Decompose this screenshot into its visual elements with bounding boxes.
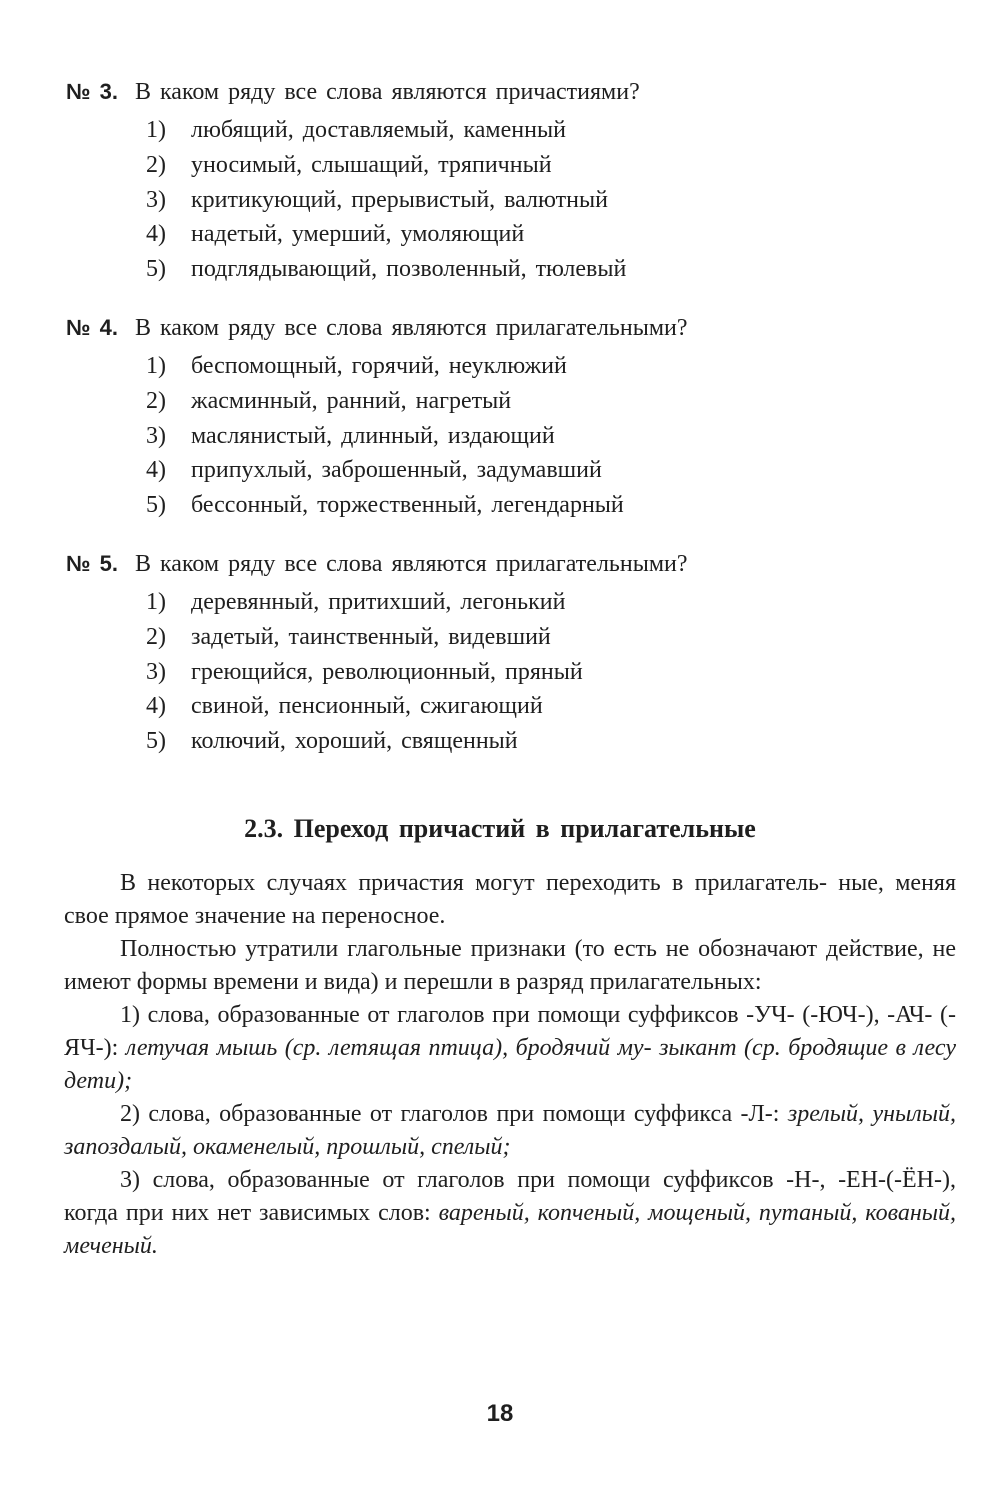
option-text: задетый, таинственный, видевший bbox=[191, 623, 551, 650]
option-text: свиной, пенсионный, сжигающий bbox=[191, 693, 543, 720]
option-number: 5) bbox=[146, 492, 166, 519]
option-text: надетый, умерший, умоляющий bbox=[191, 221, 525, 248]
paragraph bbox=[64, 1164, 956, 1263]
option-number: 2) bbox=[146, 623, 166, 650]
answer-option bbox=[146, 689, 946, 724]
answer-option bbox=[146, 113, 946, 148]
answer-option bbox=[146, 453, 946, 488]
paragraph bbox=[64, 999, 956, 1098]
option-text: критикующий, прерывистый, валютный bbox=[191, 186, 608, 213]
option-number: 3) bbox=[146, 422, 166, 449]
option-number: 1) bbox=[146, 353, 166, 379]
option-number: 3) bbox=[146, 186, 166, 213]
question-text: В каком ряду все слова являются причастиями? bbox=[134, 79, 640, 105]
question-heading bbox=[66, 311, 946, 345]
paragraph: В некоторых случаях причастия могут переходить в прилагатель- ные, меняя свое прямое значение на переносное. bbox=[64, 870, 956, 929]
answer-options bbox=[66, 585, 946, 759]
paragraph bbox=[64, 1098, 956, 1164]
option-number: 3) bbox=[146, 658, 166, 685]
page-number: 18 bbox=[486, 1400, 514, 1427]
question-number: № 3. bbox=[66, 79, 118, 104]
question-heading bbox=[66, 547, 946, 581]
answer-option bbox=[146, 148, 946, 183]
paragraph: Полностью утратили глагольные признаки (то есть не обозначают действие, не имеют формы времени и вида) и перешли в разряд прилагательных: bbox=[64, 936, 956, 995]
option-number: 4) bbox=[146, 221, 166, 248]
option-text: колючий, хороший, священный bbox=[191, 728, 518, 755]
question-4 bbox=[66, 311, 946, 523]
question-5 bbox=[66, 547, 946, 759]
paragraph-text: 2) слова, образованные от глаголов при помощи суффикса -Л-: bbox=[120, 1101, 788, 1127]
option-number: 1) bbox=[146, 589, 166, 615]
answer-option bbox=[146, 655, 946, 690]
answer-option bbox=[146, 620, 946, 655]
paragraph-text: 1) слова, образованные от глаголов при помощи суффиксов -УЧ- (-ЮЧ-), -АЧ- (-ЯЧ-): bbox=[64, 1002, 956, 1061]
option-number: 4) bbox=[146, 457, 166, 484]
option-text: бессонный, торжественный, легендарный bbox=[191, 492, 624, 519]
examples-italic: вареный, копченый, мощеный, путаный, кованый, меченый. bbox=[64, 1200, 957, 1259]
question-number: № 5. bbox=[66, 551, 118, 576]
option-text: подглядывающий, позволенный, тюлевый bbox=[191, 256, 627, 283]
answer-option bbox=[146, 724, 946, 759]
examples-italic: летучая мышь (ср. летящая птица), бродячий му- зыкант (ср. бродящие в лесу дети); bbox=[64, 1035, 956, 1094]
option-text: деревянный, притихший, легонький bbox=[191, 589, 566, 615]
paragraph-text: 3) слова, образованные от глаголов при помощи суффиксов -Н-, -ЕН-(-ЁН-), когда при них нет зависимых слов: bbox=[64, 1167, 956, 1226]
answer-option bbox=[146, 419, 946, 454]
answer-option bbox=[146, 384, 946, 419]
option-number: 5) bbox=[146, 728, 166, 755]
answer-option bbox=[146, 585, 946, 620]
answer-options bbox=[66, 113, 946, 287]
option-text: уносимый, слышащий, тряпичный bbox=[191, 151, 552, 178]
answer-option bbox=[146, 488, 946, 523]
option-text: любящий, доставляемый, каменный bbox=[191, 117, 566, 143]
question-3 bbox=[66, 75, 946, 287]
option-text: маслянистый, длинный, издающий bbox=[191, 422, 555, 449]
section-body bbox=[64, 867, 956, 1263]
section-title: 2.3. Переход причастий в прилагательные bbox=[244, 814, 756, 843]
option-number: 1) bbox=[146, 117, 166, 143]
option-number: 5) bbox=[146, 256, 166, 283]
question-text: В каком ряду все слова являются прилагательными? bbox=[134, 315, 688, 341]
option-text: беспомощный, горячий, неуклюжий bbox=[191, 353, 567, 379]
question-number: № 4. bbox=[66, 315, 118, 340]
option-text: греющийся, революционный, пряный bbox=[191, 658, 583, 685]
answer-option bbox=[146, 217, 946, 252]
option-number: 2) bbox=[146, 387, 166, 414]
question-text: В каком ряду все слова являются прилагательными? bbox=[134, 551, 688, 577]
answer-option bbox=[146, 252, 946, 287]
answer-option bbox=[146, 183, 946, 218]
answer-option bbox=[146, 349, 946, 384]
option-text: припухлый, заброшенный, задумавший bbox=[191, 457, 602, 484]
answer-options bbox=[66, 349, 946, 523]
examples-italic: зрелый, унылый, запоздалый, окаменелый, прошлый, спелый; bbox=[64, 1101, 956, 1160]
option-number: 4) bbox=[146, 693, 166, 720]
option-text: жасминный, ранний, нагретый bbox=[191, 387, 512, 414]
question-heading bbox=[66, 75, 946, 109]
option-number: 2) bbox=[146, 151, 166, 178]
